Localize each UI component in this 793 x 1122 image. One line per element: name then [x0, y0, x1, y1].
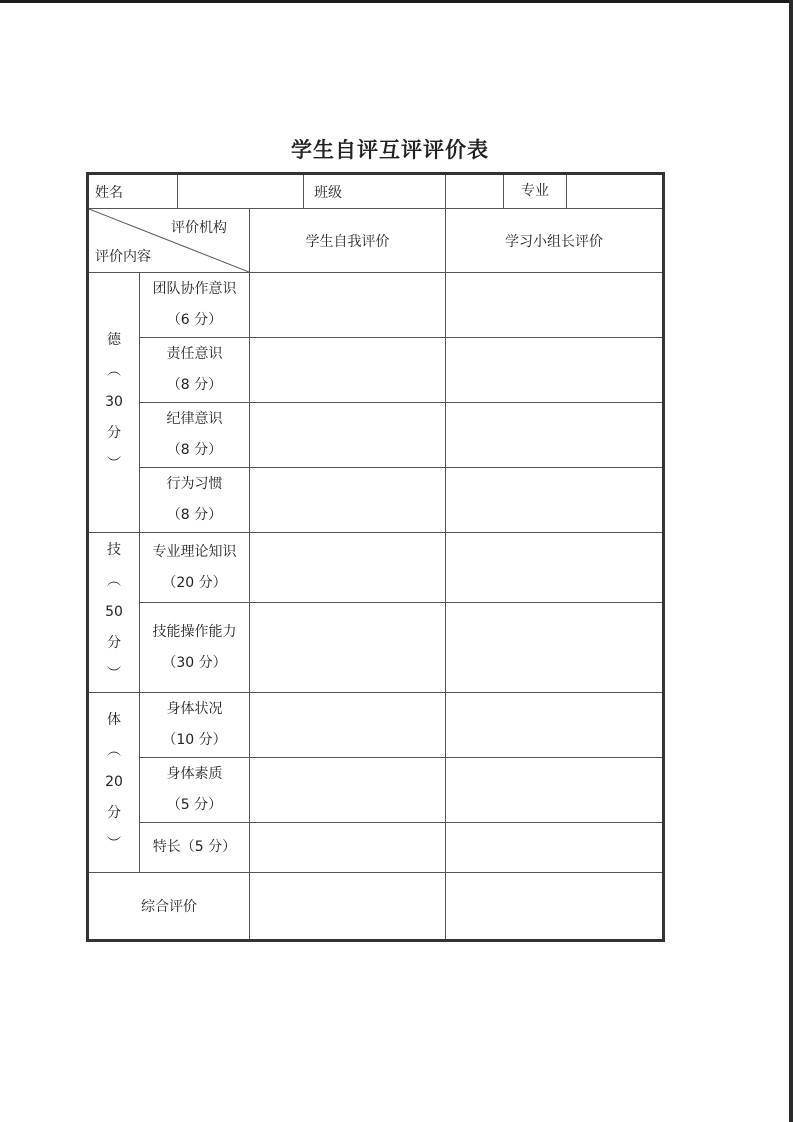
page-edge-top: [0, 0, 793, 3]
summary-leader-input[interactable]: [446, 873, 664, 941]
self-input[interactable]: [250, 468, 446, 533]
item-health: 身体状况 （10 分）: [140, 693, 250, 758]
self-input[interactable]: [250, 603, 446, 693]
item-discipline: 纪律意识 （8 分）: [140, 403, 250, 468]
summary-self-input[interactable]: [250, 873, 446, 941]
table-row: [88, 758, 664, 823]
name-label: 姓名: [88, 174, 178, 209]
self-input[interactable]: [250, 758, 446, 823]
table-row: [88, 338, 664, 403]
item-theory: 专业理论知识 （20 分）: [140, 533, 250, 603]
class-label: 班级: [304, 174, 446, 209]
table-row: [88, 273, 664, 338]
category-ti: 体 ︵ 20 分 ︶: [88, 693, 140, 873]
leader-input[interactable]: [446, 533, 664, 603]
leader-input[interactable]: [446, 338, 664, 403]
self-input[interactable]: [250, 823, 446, 873]
leader-input[interactable]: [446, 693, 664, 758]
leader-input[interactable]: [446, 468, 664, 533]
item-responsibility: 责任意识 （8 分）: [140, 338, 250, 403]
summary-label: 综合评价: [88, 873, 250, 941]
item-skill: 技能操作能力 （30 分）: [140, 603, 250, 693]
table-row: [88, 403, 664, 468]
col-leader-evaluation: 学习小组长评价: [446, 209, 664, 273]
leader-input[interactable]: [446, 603, 664, 693]
major-field[interactable]: [567, 175, 662, 208]
table-row: [88, 693, 664, 758]
page-edge-right: [789, 0, 793, 1122]
table-row: [88, 533, 664, 603]
self-input[interactable]: [250, 533, 446, 603]
leader-input[interactable]: [446, 273, 664, 338]
corner-cell: [88, 209, 250, 273]
name-field[interactable]: [178, 174, 304, 209]
summary-row: [88, 873, 664, 941]
table-row: [88, 823, 664, 873]
item-team: 团队协作意识 （6 分）: [140, 273, 250, 338]
self-input[interactable]: [250, 403, 446, 468]
self-input[interactable]: [250, 338, 446, 403]
leader-input[interactable]: [446, 403, 664, 468]
table-row: [88, 603, 664, 693]
major-label: 专业: [504, 175, 567, 208]
item-fitness: 身体素质 （5 分）: [140, 758, 250, 823]
category-de: 德 ︵ 30 分 ︶: [88, 273, 140, 533]
table-row: [88, 468, 664, 533]
major-cell: [504, 174, 664, 209]
column-header-row: [88, 209, 664, 273]
item-behavior: 行为习惯 （8 分）: [140, 468, 250, 533]
leader-input[interactable]: [446, 823, 664, 873]
corner-bottom-left: 评价内容: [95, 249, 151, 265]
info-row: [88, 174, 664, 209]
item-specialty: 特长（5 分）: [140, 823, 250, 873]
corner-top-right: 评价机构: [171, 220, 227, 236]
self-input[interactable]: [250, 273, 446, 338]
evaluation-table: [86, 172, 665, 942]
leader-input[interactable]: [446, 758, 664, 823]
self-input[interactable]: [250, 693, 446, 758]
col-self-evaluation: 学生自我评价: [250, 209, 446, 273]
class-field[interactable]: [446, 174, 504, 209]
category-ji: 技 ︵ 50 分 ︶: [88, 533, 140, 693]
page-title: 学生自评互评评价表: [291, 138, 489, 162]
